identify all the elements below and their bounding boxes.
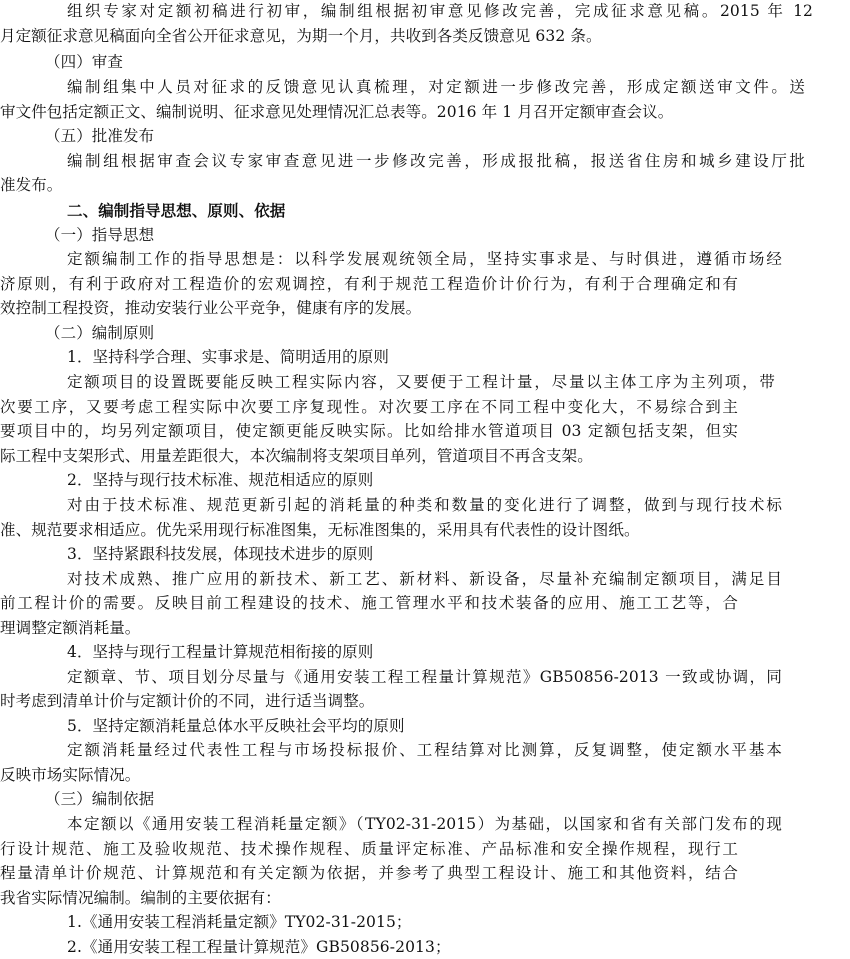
paragraph-line: 行设计规范、施工及验收规范、技术操作规程、质量评定标准、产品标准和安全操作规程，现行工	[0, 840, 738, 858]
paragraph-line: 时考虑到清单计价与定额计价的不同，进行适当调整。	[0, 692, 375, 710]
numbered-principle: 2．坚持与现行技术标准、规范相适应的原则	[67, 471, 374, 489]
paragraph-line: 定额消耗量经过代表性工程与市场投标报价、工程结算对比测算，反复调整，使定额水平基本	[67, 741, 782, 759]
paragraph-line: 次要工序，又要考虑工程实际中次要工序复现性。对次要工序在不同工程中变化大，不易综合到主	[0, 398, 738, 416]
numbered-principle: 5．坚持定额消耗量总体水平反映社会平均的原则	[67, 717, 405, 735]
paragraph-line: 效控制工程投资，推动安装行业公平竞争，健康有序的发展。	[0, 299, 422, 317]
reference-item: 2.《通用安装工程工程量计算规范》GB50856-2013；	[67, 938, 451, 956]
paragraph-line: 准发布。	[0, 176, 63, 194]
paragraph-line: 前工程计价的需要。反映目前工程建设的技术、施工管理水平和技术装备的应用、施工工艺等，合	[0, 594, 738, 612]
numbered-principle: 1．坚持科学合理、实事求是、简明适用的原则	[67, 348, 389, 366]
section-heading: （四）审查	[45, 53, 124, 71]
reference-item: 1.《通用安装工程消耗量定额》TY02-31-2015；	[67, 913, 412, 931]
paragraph-line: 理调整定额消耗量。	[0, 619, 141, 637]
paragraph-line: 反映市场实际情况。	[0, 766, 141, 784]
paragraph-line: 际工程中支架形式、用量差距很大，本次编制将支架项目单列，管道项目不再含支架。	[0, 447, 593, 465]
paragraph-line: 我省实际情况编制。编制的主要依据有：	[0, 889, 281, 907]
paragraph-line: 要项目中的，均另列定额项目，使定额更能反映实际。比如给排水管道项目 03 定额包括支架，但实	[0, 422, 738, 440]
paragraph-line: 定额项目的设置既要能反映工程实际内容，又要便于工程计量，尽量以主体工序为主列项，带	[67, 373, 775, 391]
paragraph-line: 对技术成熟、推广应用的新技术、新工艺、新材料、新设备，尽量补充编制定额项目，满足目	[67, 570, 782, 588]
paragraph-line: 月定额征求意见稿面向全省公开征求意见，为期一个月，共收到各类反馈意见 632 条。	[0, 27, 602, 45]
numbered-principle: 4．坚持与现行工程量计算规范相衔接的原则	[67, 643, 374, 661]
paragraph-line: 定额章、节、项目划分尽量与《通用安装工程工程量计算规范》GB50856-2013 一致或协调，同	[67, 668, 782, 686]
paragraph-line: 审文件包括定额正文、编制说明、征求意见处理情况汇总表等。2016 年 1 月召开定额审查会议。	[0, 103, 674, 121]
paragraph-line: 对由于技术标准、规范更新引起的消耗量的种类和数量的变化进行了调整，做到与现行技术标	[67, 496, 782, 514]
paragraph-line: 程量清单计价规范、计算规范和有关定额为依据，并参考了典型工程设计、施工和其他资料，结合	[0, 864, 738, 882]
section-heading: （一）指导思想	[45, 226, 155, 244]
section-heading: （五）批准发布	[45, 127, 155, 145]
paragraph-line: 编制组集中人员对征求的反馈意见认真梳理，对定额进一步修改完善，形成定额送审文件。送	[67, 78, 805, 96]
paragraph-line: 定额编制工作的指导思想是：以科学发展观统领全局，坚持实事求是、与时俱进，遵循市场经	[67, 250, 782, 268]
paragraph-line: 济原则，有利于政府对工程造价的宏观调控，有利于规范工程造价计价行为，有利于合理确定和有	[0, 275, 738, 293]
section-heading: （三）编制依据	[45, 790, 155, 808]
chapter-heading: 二、编制指导思想、原则、依据	[67, 201, 286, 220]
paragraph-line: 准、规范要求相适应。优先采用现行标准图集，无标准图集的，采用具有代表性的设计图纸。	[0, 521, 640, 539]
section-heading: （二）编制原则	[45, 324, 155, 342]
paragraph-line: 组织专家对定额初稿进行初审，编制组根据初审意见修改完善，完成征求意见稿。2015 年 12	[67, 2, 813, 20]
paragraph-line: 本定额以《通用安装工程消耗量定额》（TY02-31-2015）为基础，以国家和省有关部门发布的现	[67, 815, 782, 833]
numbered-principle: 3．坚持紧跟科技发展，体现技术进步的原则	[67, 545, 374, 563]
paragraph-line: 编制组根据审查会议专家审查意见进一步修改完善，形成报批稿，报送省住房和城乡建设厅批	[67, 152, 805, 170]
